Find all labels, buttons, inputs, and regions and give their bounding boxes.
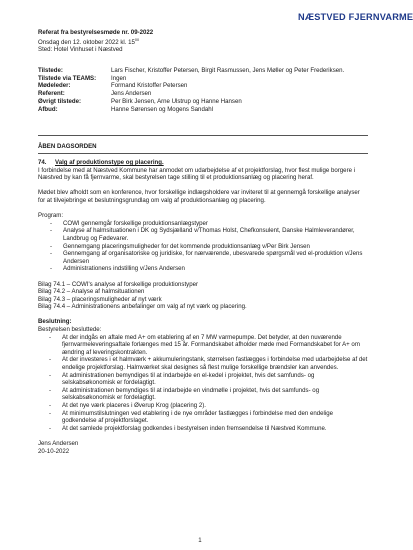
item-intro: I forbindelse med at Næstved Kommune har anmodet om udarbejdelse af et projektforslag, hvor flest mulige borgere i Næstved by kan få fjernvarme, skal bestyrelsen tage stilling til et produktionsanlæg og placering heraf. (38, 166, 356, 182)
signature-date: 20-10-2022 (38, 447, 70, 455)
meeting-date: Onsdag den 12. oktober 2022 kl. $15^{00}$ (38, 37, 140, 46)
meta-key: Tilstede: (38, 67, 63, 74)
list-item: - At det samlede projektforslag godkendes i bestyrelsen inden fremsendelse til Næstved Kommune. (38, 425, 368, 433)
meta-value: Jens Andersen (111, 90, 152, 98)
program-label: Program: (38, 212, 64, 220)
list-item: - At der investeres i et halmværk + akkumuleringstank, størrelsen fastlægges i forbindelse med udarbejdelse af det endelige projektforslag. Halmværket skal designes så flest mulige forskellige brændsler kan anvendes. (38, 356, 368, 371)
decision-list (38, 334, 368, 433)
program-list (38, 220, 368, 273)
attachment-link[interactable]: Bilag 74.2 – Analyse af halmsituationen (38, 288, 145, 296)
agenda-item (38, 159, 368, 455)
meta-value: Ingen (111, 74, 127, 82)
meta-key: Øvrigt tilstede: (38, 97, 82, 105)
document-header (38, 29, 368, 54)
list-item: - Analyse af halmsituationen i DK og Sydsjælland v/Thomas Holst, Chefkonsulent, Danske Halmleverandører, Landbrug og Fødevarer. (38, 227, 368, 242)
decision-label: Beslutning: (38, 318, 72, 326)
section-title: ÅBEN DAGSORDEN (38, 143, 97, 150)
item-meeting-text: Mødet blev afholdt som en konference, hvor forskellige indlægsholdere var inviteret til at gennemgå forskellige analyser for at tilvejebringe et beslutningsgrundlag om valg af produktionsanlæg og placering. (38, 189, 360, 204)
divider-top (38, 135, 368, 136)
divider-bottom (38, 153, 368, 154)
company-logo (296, 6, 413, 28)
attendance-table (38, 67, 368, 113)
list-item: - Gennemgang af organisatoriske og juridiske, for nærværende, ubesvarede spørgsmål ved el-produktion v/Jens Andersen (38, 250, 368, 265)
list-item: - At der indgås en aftale med A+ om etablering af en 7 MW varmepumpe. Det betyder, at den nuværende fjernvarmeleveringsaftale forlænges med 15 år. Formandskabet afholder møde med Formandskabet for A+ om ændring af leveringskontrakten. (38, 334, 368, 357)
meta-row (38, 82, 368, 90)
attachments-list (38, 281, 368, 311)
signature-name: Jens Andersen (38, 439, 79, 447)
list-item: - Administrationens indstilling v/Jens Andersen (38, 265, 368, 273)
meta-row (38, 75, 368, 83)
meta-key: Tilstede via TEAMS: (38, 74, 97, 82)
attachment-link[interactable]: Bilag 74.3 – placeringsmuligheder af nyt værk (38, 295, 162, 303)
page-number: 1 (198, 537, 202, 544)
meta-row (38, 98, 368, 106)
list-item: - At det nye værk placeres i Øverup Krog (placering 2). (38, 402, 368, 410)
list-item: - COWI gennemgår forskellige produktionsanlægstyper (38, 220, 368, 228)
attachment-link[interactable]: Bilag 74.4 – Administrationens anbefalinger om valg af nyt værk og placering. (38, 303, 247, 311)
list-item: - At administrationen bemyndiges til at indarbejde en vindmølle i projektet, hvis det samfunds- og selskabsøkonomisk er fordelagtigt. (38, 387, 368, 402)
meeting-place: Sted: Hotel Vinhuset i Næstved (38, 46, 123, 54)
logo-text: NÆSTVED FJERNVARME (298, 12, 413, 22)
list-item: - At administrationen bemyndiges til at indarbejde en el-kedel i projektet, hvis det samfunds- og selskabsøkonomisk er fordelagtigt. (38, 372, 368, 387)
decision-intro: Bestyrelsen besluttede: (38, 326, 102, 334)
document-title: Referat fra bestyrelsesmøde nr. 09-2022 (38, 29, 154, 36)
meta-value: Hanne Sørensen og Mogens Sandahl (111, 105, 213, 113)
attachment-link[interactable]: Bilag 74.1 – COWI's analyse af forskellige produktionstyper (38, 280, 199, 288)
meta-row (38, 90, 368, 98)
list-item: - At minimumstilslutningen ved etablering i de nye områder fastlægges i forbindelse med den endelige godkendelse af projektforslaget. (38, 410, 368, 425)
agenda-item-title: 74. Valg af produktionstype og placering. (38, 159, 164, 166)
meta-key: Afbud: (38, 105, 58, 113)
meta-value: Lars Fischer, Kristoffer Petersen, Birgit Rasmussen, Jens Møller og Peter Frederiksen. (111, 67, 345, 74)
meta-row (38, 67, 368, 75)
meta-value: Per Birk Jensen, Arne Ulstrup og Hanne Hansen (111, 97, 242, 105)
meta-value: Formand Kristoffer Petersen (111, 82, 188, 90)
meta-key: Mødeleder: (38, 82, 71, 90)
list-item: - Gennemgang placeringsmuligheder for det kommende produktionsanlæg v/Per Birk Jensen (38, 243, 368, 251)
meta-key: Referent: (38, 90, 65, 98)
meta-row (38, 106, 368, 114)
